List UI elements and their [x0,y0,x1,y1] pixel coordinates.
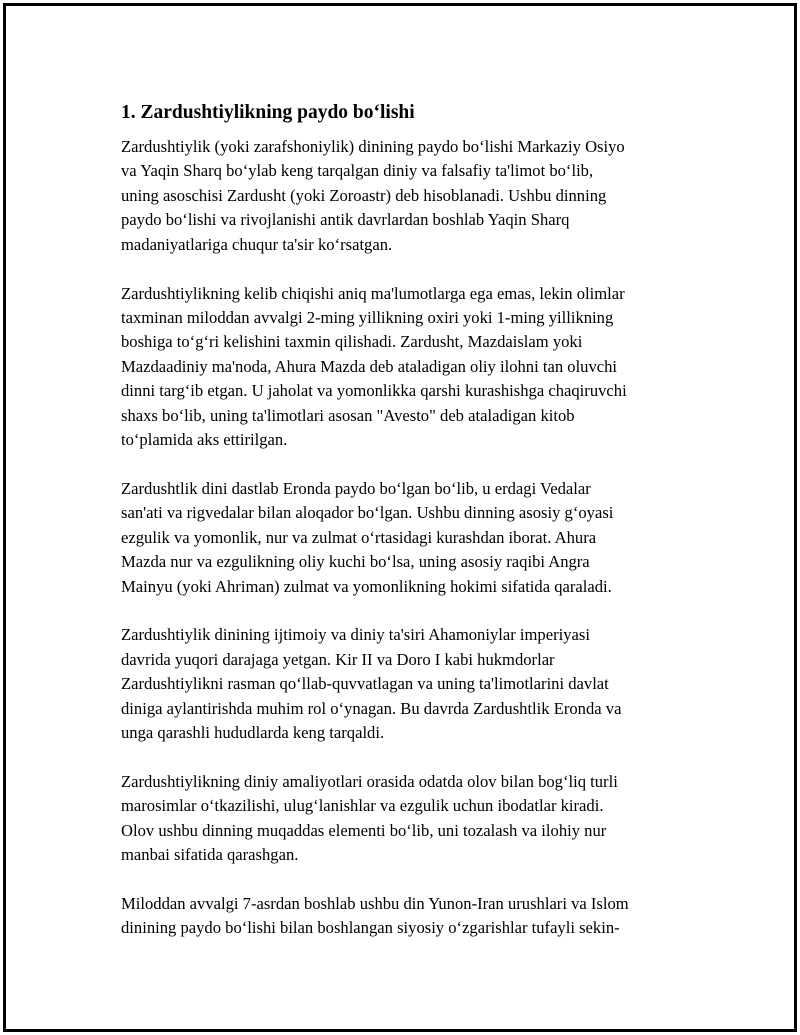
text-line: ezgulik va yomonlik, nur va zulmat o‘rtasidagi kurashdan iborat. Ahura [121,527,597,547]
text-line: davrida yuqori darajaga yetgan. Kir II va Doro I kabi hukmdorlar [121,649,555,669]
text-line: Zardushtiylik dinining ijtimoiy va diniy ta'siri Ahamoniylar imperiyasi [121,625,590,645]
text-line: Zardushtiylikning kelib chiqishi aniq ma'lumotlarga ega emas, lekin olimlar [121,283,625,303]
page-frame [3,3,797,1032]
paragraph [121,623,696,745]
text-line: uning asoschisi Zardusht (yoki Zoroastr) deb hisoblanadi. Ushbu dinning [121,185,607,205]
section-heading: 1. Zardushtiylikning paydo bo‘lishi [121,102,415,123]
text-line: Zardushtiylik (yoki zarafshoniylik) dinining paydo bo‘lishi Markaziy Osiyo [121,137,625,156]
text-line: dinni targ‘ib etgan. U jaholat va yomonlikka qarshi kurashishga chaqiruvchi [121,381,627,401]
text-line: diniga aylantirishda muhim rol o‘ynagan. Bu davrda Zardushtlik Eronda va [121,698,622,718]
text-line: Zardushtiylikning diniy amaliyotlari orasida odatda olov bilan bog‘liq turli [121,771,618,791]
paragraph [121,282,696,453]
text-line: marosimlar o‘tkazilishi, ulug‘lanishlar va ezgulik uchun ibodatlar kiradi. [121,796,604,816]
text-line: Olov ushbu dinning muqaddas elementi bo‘lib, uni tozalash va ilohiy nur [121,820,607,840]
text-line: unga qarashli hududlarda keng tarqaldi. [121,723,385,743]
text-line: Mazda nur va ezgulikning oliy kuchi bo‘lsa, uning asosiy raqibi Angra [121,552,590,572]
text-line: Mainyu (yoki Ahriman) zulmat va yomonlikning hokimi sifatida qaraladi. [121,576,612,596]
text-line: Miloddan avvalgi 7-asrdan boshlab ushbu din Yunon-Iran urushlari va Islom [121,894,629,914]
text-line: Zardushtlik dini dastlab Eronda paydo bo‘lgan bo‘lib, u erdagi Vedalar [121,478,591,498]
text-line: boshiga to‘g‘ri kelishini taxmin qilishadi. Zardusht, Mazdaislam yoki [121,332,583,352]
text-line: taxminan miloddan avvalgi 2-ming yillikning oxiri yoki 1-ming yillikning [121,307,614,327]
text-line: manbai sifatida qarashgan. [121,845,299,865]
text-line: paydo bo‘lishi va rivojlanishi antik davrlardan boshlab Yaqin Sharq [121,210,570,230]
text-line: san'ati va rigvedalar bilan aloqador bo‘lgan. Ushbu dinning asosiy g‘oyasi [121,503,614,523]
text-line: Zardushtiylikni rasman qo‘llab-quvvatlagan va uning ta'limotlarini davlat [121,674,609,694]
paragraph [121,892,696,941]
text-line: dinining paydo bo‘lishi bilan boshlangan siyosiy o‘zgarishlar tufayli sekin- [121,918,620,938]
paragraph [121,477,696,599]
text-line: madaniyatlariga chuqur ta'sir ko‘rsatgan. [121,234,393,254]
text-line: Mazdaadiniy ma'noda, Ahura Mazda deb ataladigan oliy ilohni tan oluvchi [121,356,618,376]
text-line: va Yaqin Sharq bo‘ylab keng tarqalgan diniy va falsafiy ta'limot bo‘lib, [121,161,594,181]
paragraph [121,135,696,257]
text-line: to‘plamida aks ettirilgan. [121,429,288,449]
paragraph [121,770,696,868]
document-body [121,100,696,965]
paragraphs-container [121,135,696,941]
text-line: shaxs bo‘lib, uning ta'limotlari asosan "Avesto" deb ataladigan kitob [121,405,575,425]
